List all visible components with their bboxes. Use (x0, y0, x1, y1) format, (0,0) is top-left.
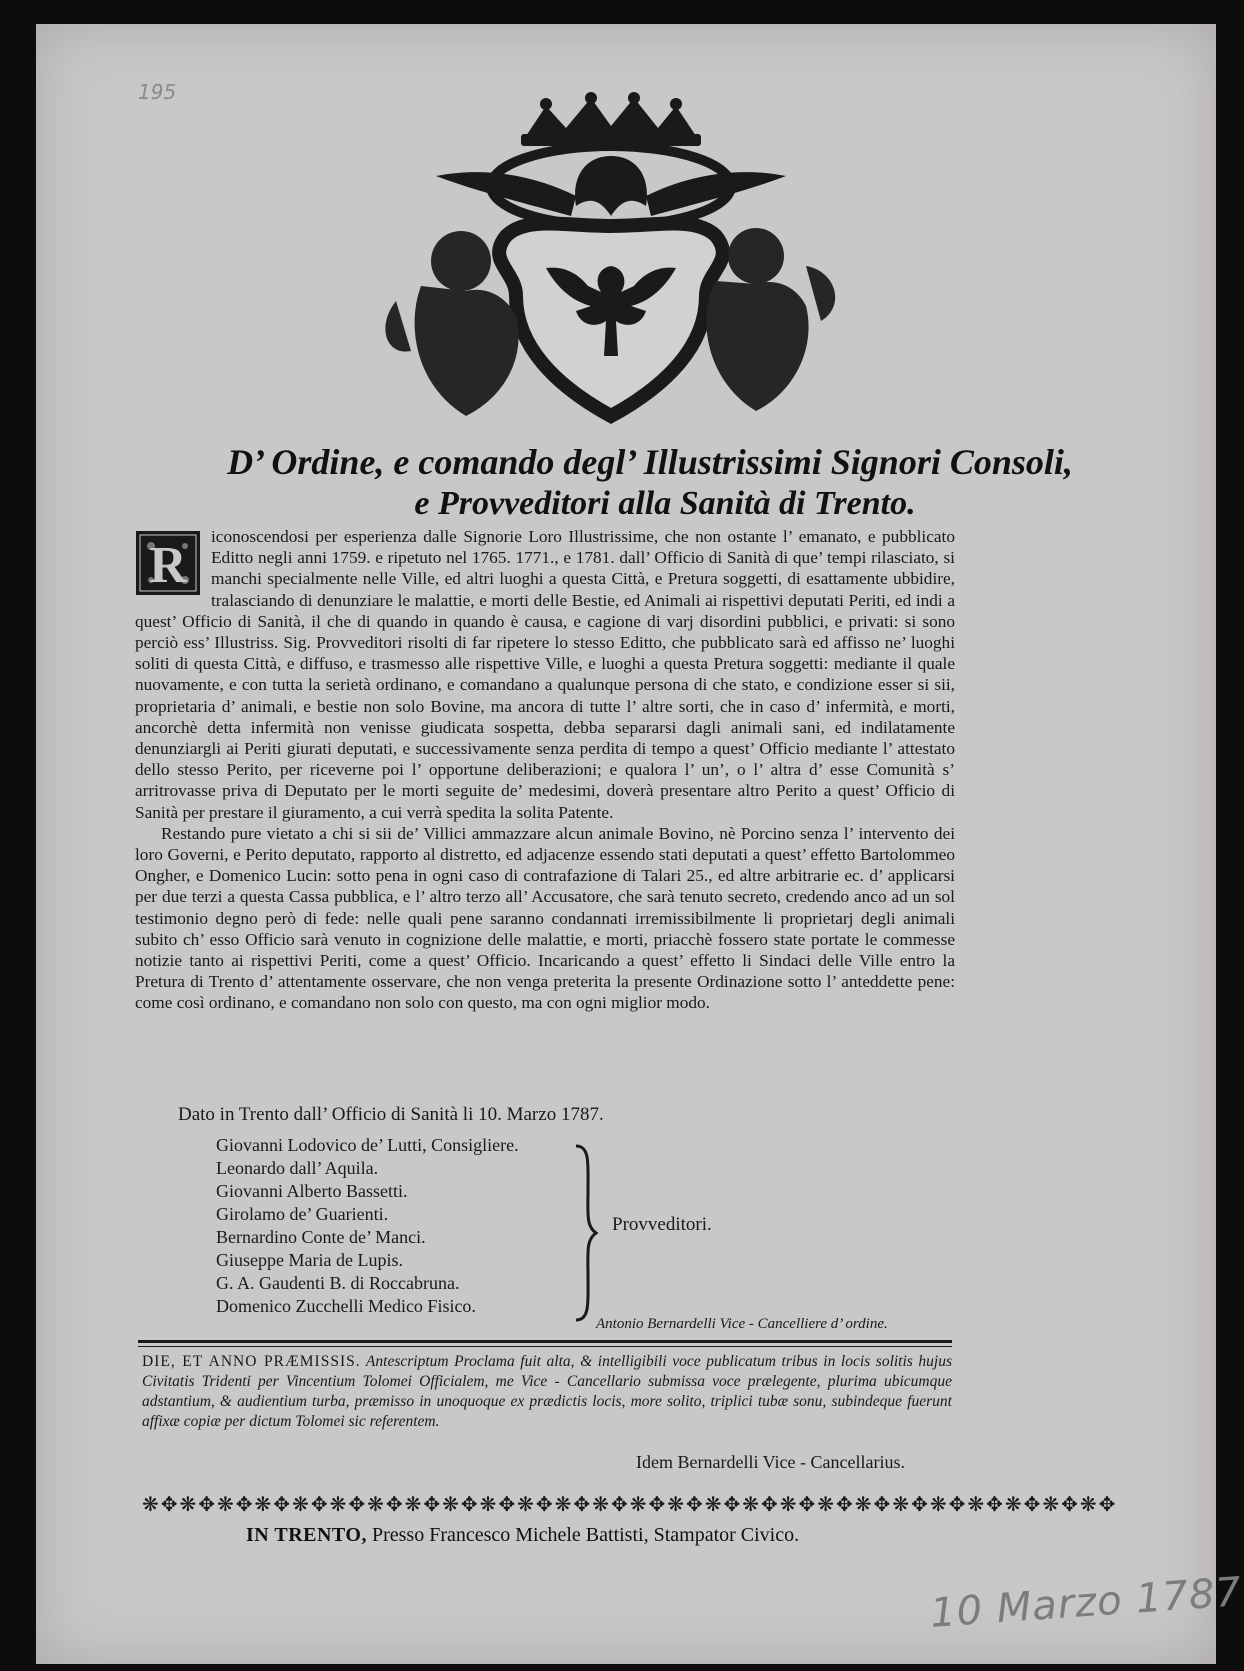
svg-text:R: R (149, 537, 187, 594)
signatory: Giuseppe Maria de Lupis. (216, 1250, 403, 1270)
signatory: Girolamo de’ Guarienti. (216, 1204, 389, 1224)
signatory: Leonardo dall’ Aquila. (216, 1158, 379, 1178)
handwritten-date: 10 Marzo 1787 (928, 1569, 1244, 1637)
pencil-note: 195 (138, 80, 177, 104)
proclamation-body (135, 526, 955, 1014)
latin-publication-note (142, 1352, 952, 1432)
signatory: Domenico Zucchelli Medico Fisico. (216, 1296, 476, 1316)
title-line-1: D’ Ordine, e comando degl’ Illustrissimi Signori Consoli, (227, 442, 1073, 482)
latin-text: Antescriptum Proclama fuit alta, & intelligibili voce publicatum tribus in locis solitis hujus Civitatis Tridenti per Vincentium Tolomei Officialem, me Vice - Cancellario submissa voce prælegente, plurima ubicumque adstantium, & audientium turba, præmisso in unoquoque ex prædictis locis, more solito, triplici tubæ sonu, subindeque fuerunt affixæ copiæ per dictum Tolomei sic referentem. (142, 1353, 952, 1430)
latin-lead: DIE, ET ANNO PRÆMISSIS. (142, 1353, 361, 1370)
decorated-initial-r-icon (135, 530, 201, 596)
divider-thick (138, 1340, 952, 1343)
signatory: Bernardino Conte de’ Manci. (216, 1227, 426, 1247)
body-paragraph-2: Restando pure vietato a chi si sii de’ Villici ammazzare alcun animale Bovino, nè Porcino senza l’ intervento dei loro Governi, e Perito deputato, rapporto al distretto, ed adjacenze essendo stati deputati a quest’ effetto Bartolommeo Ongher, e Domenico Lucin: sotto pena in ogni caso di contrafazione di Talari 25., ed altre arbitrarie ec. d’ applicarsi per due terzi a questa Cassa pubblica, e l’ altro terzo all’ Accusatore, che sarà tenuto secreto, credendo anco ad un sol testimonio degno però di fede: nelle quali pene saranno condannati irremissibilmente li proprietarj degli animali subito ch’ esso Officio sarà venuto in cognizione delle malattie, e morti, priacchè fossero state portate le commesse notizie tanto ai rispettivi Periti, come a quest’ Officio. Incaricando a quest’ effetto li Sindaci delle Ville entro la Pretura di Trento d’ attentamente osservare, che non venga preterita la presente Ordinazione sotto l’ anteddette pene: come così ordinano, e comandano non solo con questo, ma con ogni miglior modo. (135, 823, 955, 1013)
printer-city: IN TRENTO, (246, 1524, 367, 1546)
date-line: Dato in Trento dall’ Officio di Sanità li 10. Marzo 1787. (178, 1104, 604, 1125)
signatory: G. A. Gaudenti B. di Roccabruna. (216, 1273, 460, 1293)
provveditori-label: Provveditori. (612, 1214, 712, 1235)
curly-brace-icon (570, 1144, 600, 1322)
signatories-list (216, 1134, 519, 1318)
ornamental-border-row: ❋✥❋✥❋✥❋✥❋✥❋✥❋✥❋✥❋✥❋✥❋✥❋✥❋✥❋✥❋✥❋✥❋✥❋✥❋✥❋✥❋✥❋✥❋✥❋✥❋✥❋✥ (142, 1492, 1118, 1516)
divider-thin (138, 1346, 952, 1347)
eagle-crest-icon (436, 156, 786, 216)
body-paragraph-1: iconoscendosi per esperienza dalle Signorie Loro Illustrissime, che non ostante l’ emanato, e pubblicato Editto negli anni 1759. e ripetuto nel 1765. 1771., e 1781. dall’ Officio di Sanità di que’ tempi rilasciato, si manchi specialmente nelle Ville, ed altri luoghi a questa Città, e Pretura soggetti, di esattamente ubbidire, tralasciando di denunziare le malattie, e morti delle Bestie, ed Animali ai rispettivi deputati Periti, ed indi a quest’ Officio di Sanità, il che di quando in quando è causa, e cagione di varj disordini pubblici, e privati: si sono perciò ess’ Illustriss. Sig. Provveditori risolti di far ripetere lo stesso Editto, che pubblicato sarà ed affisso ne’ luoghi soliti di questa Città, e diffuso, e trasmesso alle rispettive Ville, e luoghi a questa Pretura soggetti: mediante il quale nuovamente, e con tutta la serietà ordinano, e comandano a qualunque persona di che stato, e condizione esser si sii, proprietaria d’ animali, e bestie non solo Bovine, ma ancora di tutte l’ altre sorti, che in caso d’ infermità, e morti, ancorchè detta infermità non venisse giudicata sospetta, debba separarsi dagli animali sani, ed indilatamente denunziargli ai Periti giurati deputati, e successivamente senza perdita di tempo a quest’ Officio mediante l’ attestato dello stesso Perito, per riceverne poi l’ opportune deliberazioni; e qualora l’ un’, o l’ altra d’ esse Comunità s’ arritrovasse priva di Deputato per le morti seguite de’ medesimi, doverà presentare altro Perito a quest’ Officio di Sanità per prestare il giuramento, a cui verrà spedita la solita Patente. (135, 527, 955, 822)
latin-signature: Idem Bernardelli Vice - Cancellarius. (636, 1452, 905, 1472)
proclamation-title (130, 440, 1170, 524)
crown-icon (521, 92, 701, 146)
signatory: Giovanni Lodovico de’ Lutti, Consigliere. (216, 1135, 519, 1155)
coat-of-arms-woodcut (376, 96, 846, 436)
printer-imprint (246, 1524, 799, 1547)
printer-text: Presso Francesco Michele Battisti, Stampator Civico. (371, 1524, 800, 1546)
title-line-2: e Provveditori alla Sanità di Trento. (414, 485, 916, 522)
signatory: Giovanni Alberto Bassetti. (216, 1181, 408, 1201)
chancellor-signature: Antonio Bernardelli Vice - Cancelliere d’ ordine. (596, 1316, 888, 1332)
